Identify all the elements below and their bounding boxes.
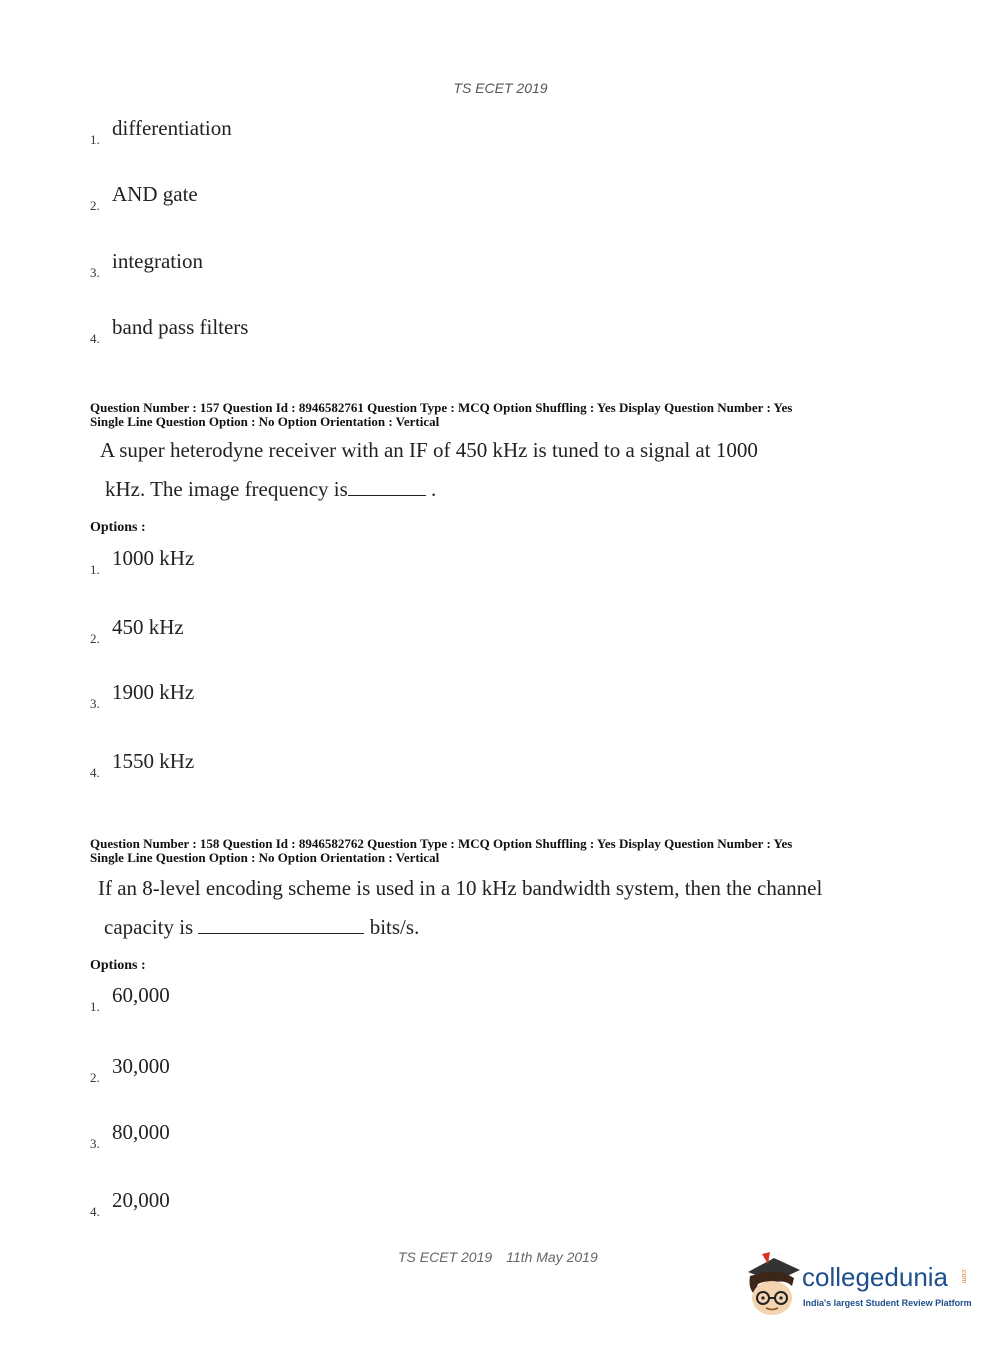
option-number: 2. (90, 198, 100, 213)
answer-blank (198, 915, 364, 934)
q158-text-part: capacity is (104, 915, 194, 939)
option-number: 2. (90, 1070, 100, 1085)
q158-options-label: Options : (90, 958, 146, 973)
option-text: 20,000 (112, 1188, 170, 1212)
option-text: integration (112, 249, 203, 273)
option-number: 3. (90, 265, 100, 280)
option-number: 1. (90, 999, 100, 1014)
footer-date: 11th May 2019 (506, 1249, 598, 1265)
q157-text-end: . (425, 477, 437, 501)
option-number: 3. (90, 1136, 100, 1151)
option-number: 3. (90, 696, 100, 711)
option-text: 80,000 (112, 1120, 170, 1144)
option-text: 1000 kHz (112, 546, 195, 570)
page-footer (398, 1249, 612, 1265)
option-number: 1. (90, 132, 100, 147)
q157-meta-line-2: Single Line Question Option : No Option Orientation : Vertical (90, 414, 440, 429)
mascot-icon (742, 1250, 802, 1320)
q157-metadata (90, 401, 920, 429)
collegedunia-logo (742, 1250, 972, 1320)
q158-meta-line-1: Question Number : 158 Question Id : 8946582762 Question Type : MCQ Option Shuffling : Yes Display Question Number : Yes (90, 836, 793, 851)
q158-text-line-1: If an 8-level encoding scheme is used in a 10 kHz bandwidth system, then the channel (98, 876, 823, 900)
q158-text-line-2 (104, 915, 419, 940)
option-text: 1900 kHz (112, 680, 195, 704)
footer-exam: TS ECET 2019 (398, 1249, 493, 1265)
q157-text-part: kHz. The image frequency is (105, 477, 348, 501)
q157-text-line-2 (105, 477, 436, 502)
logo-tagline: India's largest Student Review Platform (803, 1298, 972, 1308)
answer-blank (348, 477, 426, 496)
option-text: AND gate (112, 182, 198, 206)
page-header-title: TS ECET 2019 (453, 80, 548, 96)
q157-text-line-1: A super heterodyne receiver with an IF of 450 kHz is tuned to a signal at 1000 (100, 438, 758, 462)
q158-metadata (90, 837, 920, 865)
option-number: 4. (90, 1204, 100, 1219)
option-text: band pass filters (112, 315, 249, 339)
q158-text-end: bits/s. (369, 915, 420, 939)
option-text: 450 kHz (112, 615, 184, 639)
q158-meta-line-2: Single Line Question Option : No Option Orientation : Vertical (90, 850, 440, 865)
q157-options-label: Options : (90, 520, 146, 535)
logo-brand-text: collegedunia (802, 1262, 949, 1292)
option-number: 2. (90, 631, 100, 646)
q157-meta-line-1: Question Number : 157 Question Id : 8946582761 Question Type : MCQ Option Shuffling : Yes Display Question Number : Yes (90, 400, 793, 415)
option-text: 30,000 (112, 1054, 170, 1078)
option-text: 60,000 (112, 983, 170, 1007)
option-number: 4. (90, 765, 100, 780)
option-text: 1550 kHz (112, 749, 195, 773)
option-number: 4. (90, 331, 100, 346)
option-number: 1. (90, 562, 100, 577)
option-text: differentiation (112, 116, 232, 140)
logo-com-text: .com (960, 1268, 967, 1284)
